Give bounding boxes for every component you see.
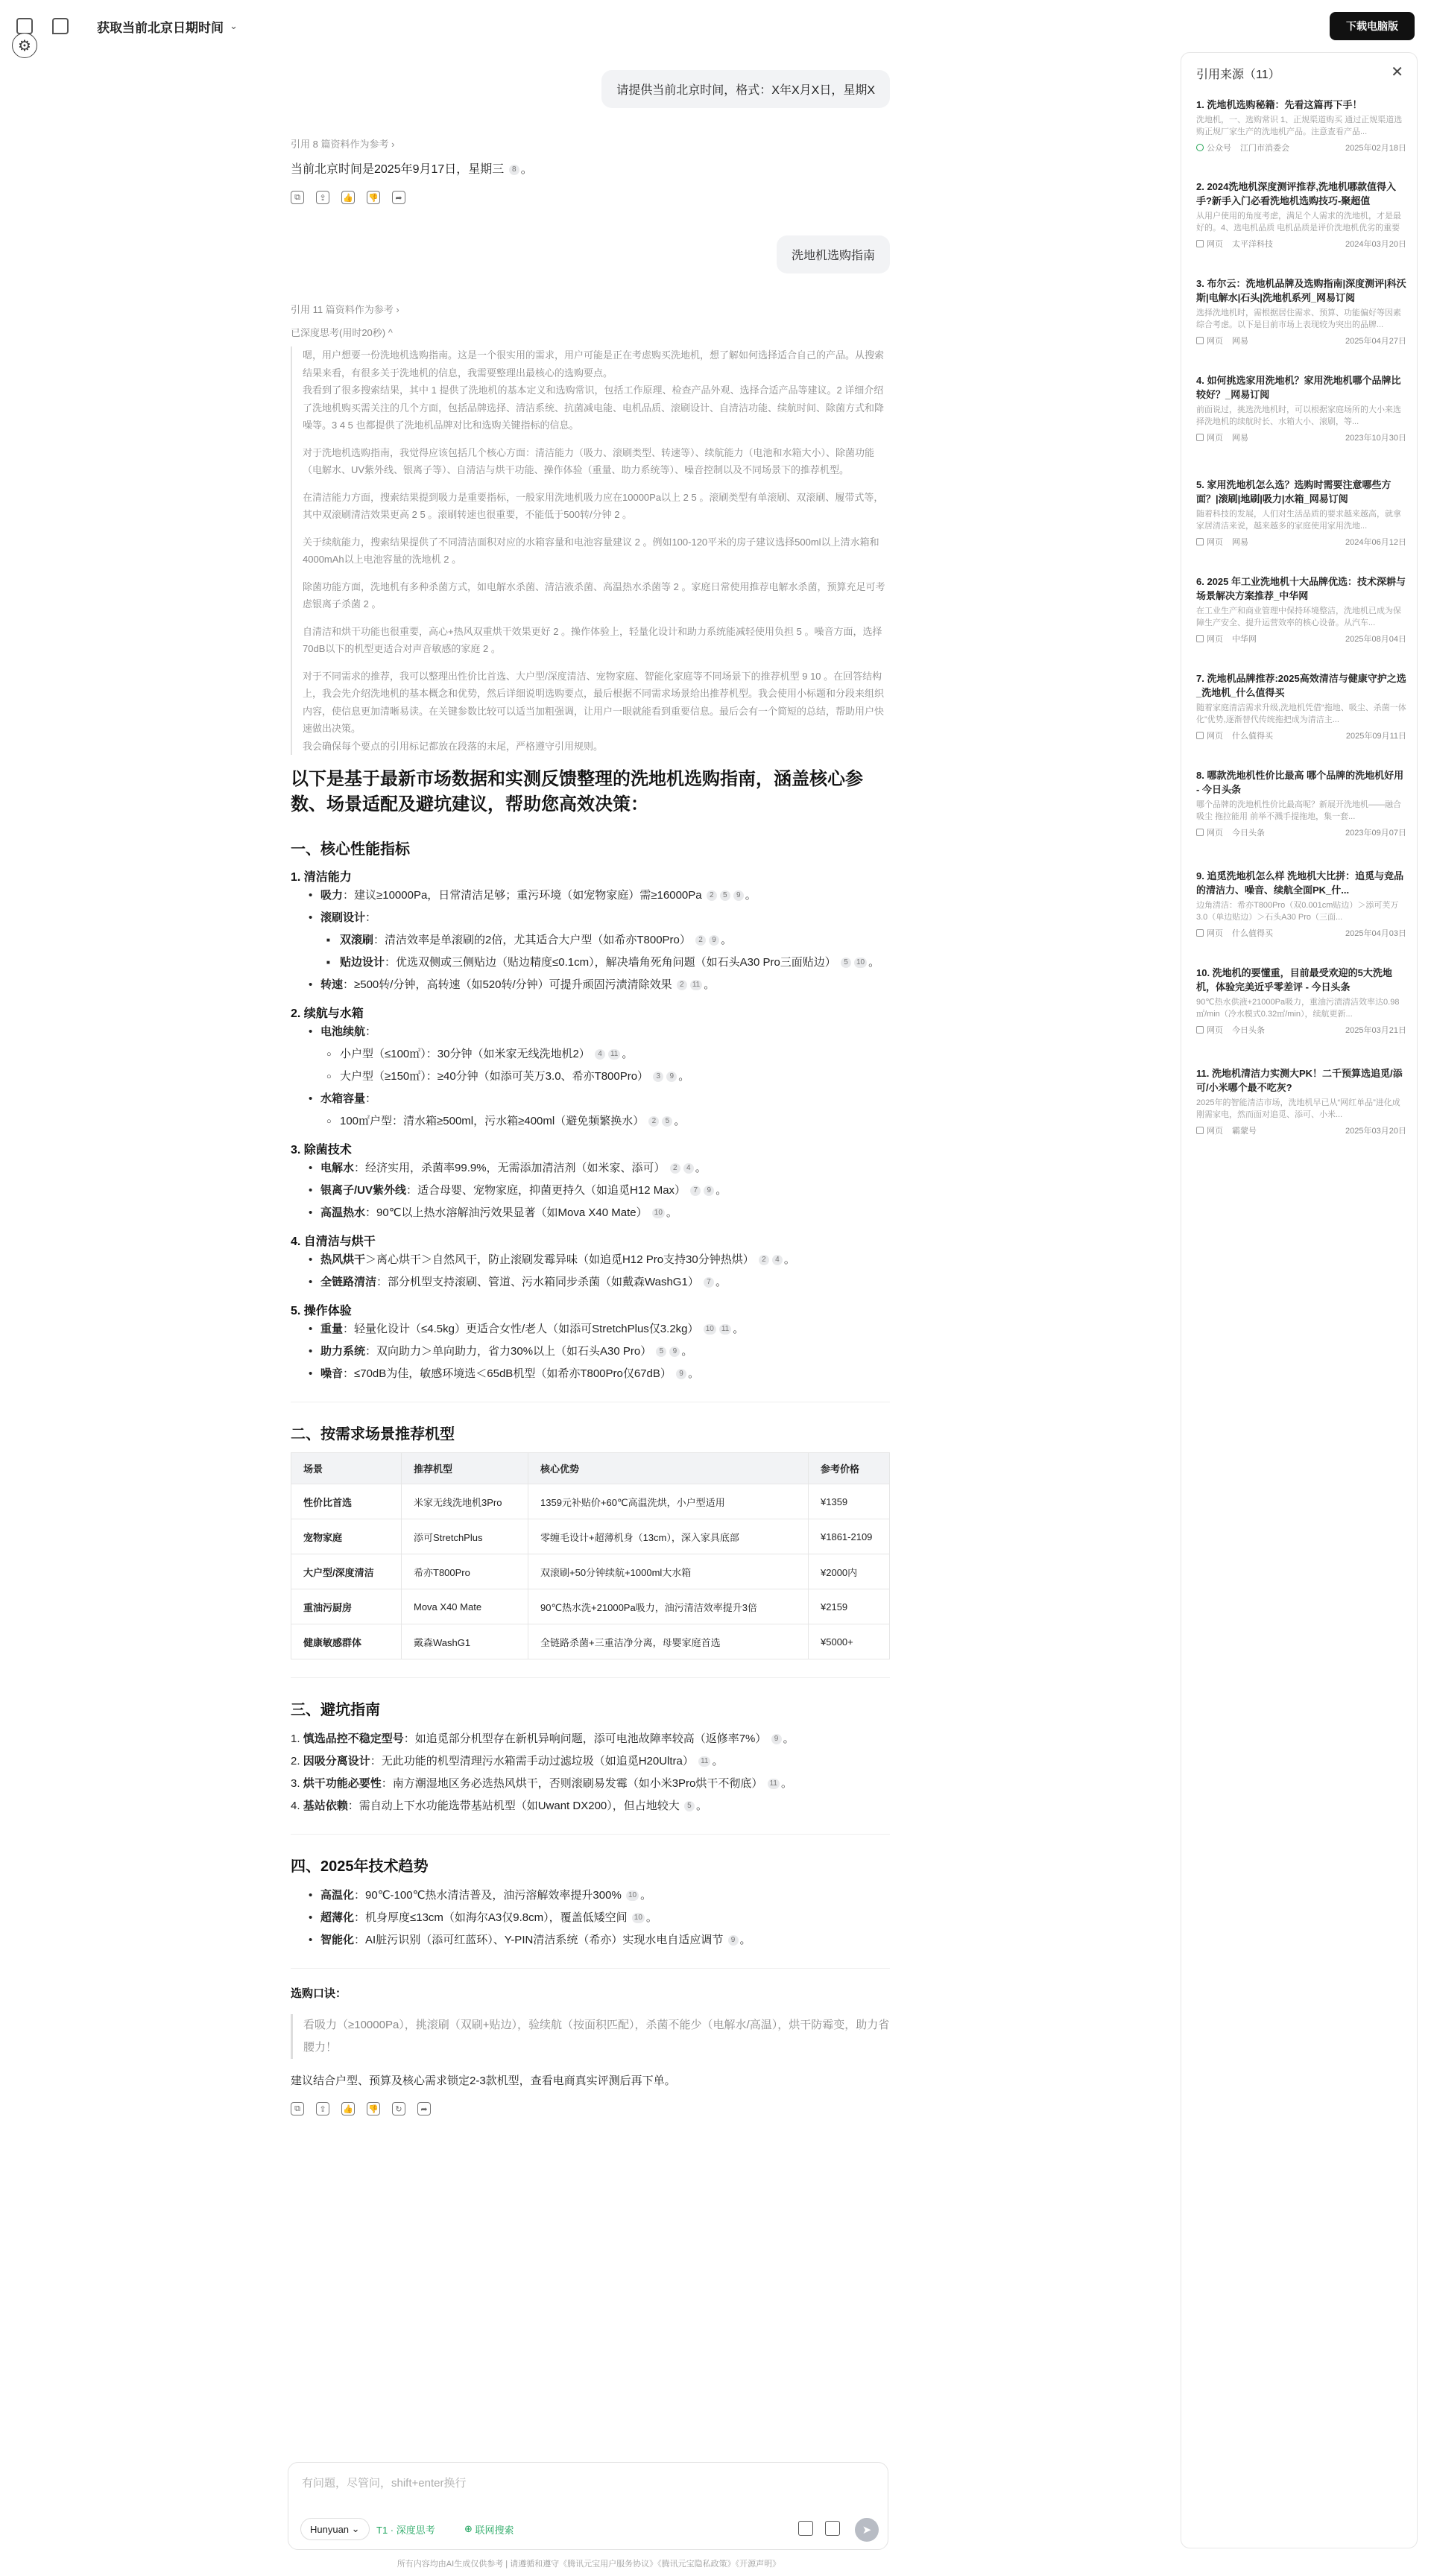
source-type: 公众号 <box>1207 144 1231 153</box>
assistant-answer: 当前北京时间是2025年9月17日，星期三 8 。 <box>291 163 533 176</box>
thinking-paragraph: 对于不同需求的推荐，我可以整理出性价比首选、大户型/深度清洁、宠物家庭、智能化家庭等不同场景下的推荐机型 9 10 。在回答结构上，我会先介绍洗地机的基本概念和优势，然后详细说明选购要点，最后根据不同需求场景给出推荐机型。我会使用小标题和分段来组织内容，使信息更加清晰易读。在关键参数比较可以适当加粗强调，让用户一眼就能看到重要信息。最后会有一个简短的总结，帮助用户快速做出决策。 <box>303 670 885 734</box>
list-item: • 高温热水：90℃以上热水溶解油污效果显著（如Mova X40 Mate） 10 。 <box>291 1202 890 1224</box>
source-type-icon <box>1196 929 1204 937</box>
source-site: 网易 <box>1232 434 1248 443</box>
source-summary: 随着家庭清洁需求升级,洗地机凭借“拖地、吸尘、杀菌一体化”优势,逐渐替代传统拖把成为清洁主... <box>1196 703 1406 724</box>
tip-title: 选购口诀： <box>291 1987 347 2000</box>
list-item: • 电池续航： <box>291 1021 890 1043</box>
source-type-icon <box>1196 635 1204 642</box>
copy-icon[interactable]: ⧉ <box>291 191 304 204</box>
source-type-icon <box>1196 1026 1204 1034</box>
thumbs-down-icon[interactable]: 👎 <box>367 191 380 204</box>
list-item: • 全链路清洁：部分机型支持滚刷、管道、污水箱同步杀菌（如戴森WashG1） 7 。 <box>291 1271 890 1294</box>
send-button[interactable]: ➤ <box>855 2518 879 2542</box>
table-row: 性价比首选 米家无线洗地机3Pro 1359元补贴价+60℃高温洗烘，小户型适用 ¥1359 <box>291 1484 890 1519</box>
download-label: 下载电脑版 <box>1346 20 1398 32</box>
source-summary: 从用户使用的角度考虑，满足个人需求的洗地机，才是最好的。4、选电机品质 电机品质是评价洗地机优劣的重要 <box>1196 212 1401 232</box>
source-meta <box>1196 335 1406 346</box>
source-summary: 90℃热水供液+21000Pa吸力，重油污渍清洁效率达0.98㎡/min（冷水模式0.32㎡/min），续航更新... <box>1196 998 1400 1019</box>
source-site: 网易 <box>1232 538 1248 547</box>
list-item: • 噪音：≤70dB为佳，敏感环境选＜65dB机型（如希亦T800Pro仅67dB） 9 。 <box>291 1363 890 1385</box>
sidebar-toggle-icon[interactable] <box>16 18 33 34</box>
table-header: 场景 <box>291 1453 402 1484</box>
source-card[interactable] <box>1196 373 1406 443</box>
source-title[interactable]: 7. 洗地机品牌推荐:2025高效清洁与健康守护之选_洗地机_什么值得买 <box>1196 673 1406 698</box>
closing-text: 建议结合户型、预算及核心需求锁定2-3款机型，查看电商真实评测后再下单。 <box>291 2075 676 2087</box>
disclaimer-footer: 所有内容均由AI生成仅供参考 | 请遵循和遵守《腾讯元宝用户服务协议》《腾讯元宝隐私政策》《开源声明》 <box>397 2560 781 2569</box>
subsection-heading: 4. 自清洁与烘干 <box>291 1235 376 1248</box>
composer-input[interactable]: 有问题，尽管问，shift+enter换行 <box>302 2477 467 2490</box>
source-type-icon <box>1196 538 1204 545</box>
list-item: • 智能化：AI脏污识别（添可红蓝环）、Y-PIN清洁系统（希亦）实现水电自适应调节 9 。 <box>291 1929 890 1952</box>
tip-quote: 看吸力（≥10000Pa），挑滚刷（双刷+贴边），验续航（按面积匹配），杀菌不能少（电解水/高温），烘干防霉变，助力省腰力！ <box>291 2014 890 2059</box>
table-row: 宠物家庭 添可StretchPlus 零缠毛设计+超薄机身（13cm），深入家具底部 ¥1861-2109 <box>291 1519 890 1554</box>
table-row: 健康敏感群体 戴森WashG1 全链路杀菌+三重洁净分离，母婴家庭首选 ¥5000+ <box>291 1624 890 1659</box>
list-item: • 转速：≥500转/分钟，高转速（如520转/分钟）可提升顽固污渍清除效果 2 11 。 <box>291 974 890 996</box>
source-site: 太平洋科技 <box>1232 240 1273 249</box>
recommendation-table <box>291 1452 890 1659</box>
table-row: 大户型/深度清洁 希亦T800Pro 双滚刷+50分钟续航+1000ml大水箱 ¥2000内 <box>291 1554 890 1589</box>
list-item: 3. 烘干功能必要性：南方潮湿地区务必选热风烘干，否则滚刷易发霉（如小米3Pro烘干不彻底） 11 。 <box>291 1777 792 1790</box>
source-title[interactable]: 6. 2025 年工业洗地机十大品牌优选：技术深耕与场景解决方案推荐_中华网 <box>1196 576 1406 601</box>
web-search-toggle[interactable]: ⊕ 联网搜索 <box>464 2523 514 2536</box>
source-type-icon <box>1196 1127 1204 1134</box>
source-summary: 2025年的智能清洁市场，洗地机早已从“网红单品”进化成刚需家电，然而面对追觅、添可、小米... <box>1196 1098 1400 1119</box>
source-date: 2025年03月20日 <box>1345 1127 1406 1136</box>
table-header: 推荐机型 <box>402 1453 528 1484</box>
thinking-paragraph: 我看到了很多搜索结果，其中 1 提供了洗地机的基本定义和选购常识，包括工作原理、检查产品外观、选择合适产品等建议。2 详细介绍了洗地机购买需关注的几个方面，包括品牌选择、清洁系统、抗菌减电能、电机品质、滚刷设计、自清洁功能、续航时间、除菌方式和降噪等。3 4 5 也都提供了洗地机品牌对比和选购关键指标的信息。 <box>303 384 885 431</box>
source-title[interactable]: 2. 2024洗地机深度测评推荐,洗地机哪款值得入手?新手入门必看洗地机选购技巧-聚超值 <box>1196 181 1396 206</box>
source-site: 今日头条 <box>1232 829 1265 838</box>
list-item: 2. 因吸分离设计：无此功能的机型清理污水箱需手动过滤垃圾（如追觅H20Ultra） 11 。 <box>291 1755 724 1768</box>
source-date: 2025年04月27日 <box>1345 337 1406 346</box>
source-type: 网页 <box>1207 1127 1223 1136</box>
source-date: 2024年06月12日 <box>1345 538 1406 547</box>
table-header: 核心优势 <box>528 1453 809 1484</box>
new-chat-icon[interactable] <box>52 18 69 34</box>
forward-icon[interactable]: ➦ <box>392 191 405 204</box>
list-item: 1. 慎选品控不稳定型号：如追觅部分机型存在新机异响问题，添可电池故障率较高（返修率7%） 9 。 <box>291 1732 795 1745</box>
source-card[interactable] <box>1196 180 1406 250</box>
thinking-paragraph: 对于洗地机选购指南，我觉得应该包括几个核心方面：清洁能力（吸力、滚刷类型、转速等）、续航能力（电池和水箱大小）、除菌功能（电解水、UV紫外线、银离子等）、自清洁与烘干功能、操作体验（重量、助力系统等）、噪音控制以及不同场景下的推荐机型。 <box>303 446 875 475</box>
list-item: ○ 小户型（≤100㎡）：30分钟（如米家无线洗地机2） 4 11 。 <box>291 1043 890 1066</box>
references-toggle[interactable]: 引用 8 篇资料作为参考 › <box>291 139 395 150</box>
thinking-paragraph: 嗯，用户想要一份洗地机选购指南。这是一个很实用的需求，用户可能是正在考虑购买洗地机，想了解如何选择适合自己的产品。从搜索结果来看，有很多关于洗地机的信息，我需要整理出最核心的选购要点。 <box>303 349 885 379</box>
user-message: 洗地机选购指南 <box>777 235 890 273</box>
thinking-paragraph: 在清洁能力方面，搜索结果提到吸力是重要指标，一般家用洗地机吸力应在10000Pa以上 2 5 。滚刷类型有单滚刷、双滚刷、履带式等，其中双滚刷清洁效果更高 2 5 。滚刷转速也很重要，不能低于500转/分钟 2 。 <box>303 491 884 520</box>
list-item: ■ 双滚刷：清洁效率是单滚刷的2倍，尤其适合大户型（如希亦T800Pro） 2 9 。 <box>291 929 890 952</box>
source-type: 网页 <box>1207 929 1223 938</box>
list-item: • 重量：轻量化设计（≤4.5kg）更适合女性/老人（如添可StretchPlus仅3.2kg） 10 11 。 <box>291 1318 890 1341</box>
source-site: 什么值得买 <box>1232 929 1273 938</box>
table-header-row <box>291 1453 890 1484</box>
source-meta <box>1196 730 1406 741</box>
source-type-icon <box>1196 240 1204 247</box>
source-title[interactable]: 4. 如何挑选家用洗地机？家用洗地机哪个品牌比较好？_网易订阅 <box>1196 375 1401 400</box>
source-title[interactable]: 11. 洗地机清洁力实测大PK！二千预算选追觅/添可/小米哪个最不吃灰? <box>1196 1068 1403 1093</box>
thumbs-down-icon[interactable]: 👎 <box>367 2102 380 2115</box>
source-summary: 在工业生产和商业管理中保持环境整洁，洗地机已成为保障生产安全、提升运营效率的核心设备。从汽车... <box>1196 607 1401 627</box>
sources-title: 引用来源（11） <box>1196 69 1280 81</box>
list-item: • 吸力：建议≥10000Pa，日常清洁足够；重污环境（如宠物家庭）需≥16000Pa 2 5 9 。 <box>291 884 890 907</box>
source-card[interactable] <box>1196 575 1406 645</box>
table-header: 参考价格 <box>809 1453 890 1484</box>
file-upload-icon[interactable] <box>825 2521 840 2536</box>
source-date: 2023年09月07日 <box>1345 829 1406 838</box>
source-card[interactable] <box>1196 671 1406 741</box>
references-toggle[interactable]: 引用 11 篇资料作为参考 › <box>291 304 399 315</box>
globe-icon: ⊕ <box>464 2523 476 2534</box>
source-date: 2025年09月11日 <box>1345 732 1406 741</box>
top-bar <box>0 0 1163 52</box>
source-title[interactable]: 5. 家用洗地机怎么选？选购时需要注意哪些方面？|滚刷|地刷|吸力|水箱_网易订阅 <box>1196 479 1391 504</box>
source-meta <box>1196 633 1406 645</box>
regenerate-icon[interactable]: ↻ <box>392 2102 405 2115</box>
source-site: 中华网 <box>1232 635 1257 644</box>
source-type: 网页 <box>1207 732 1223 741</box>
share-icon[interactable]: ⇪ <box>316 2102 329 2115</box>
list-item: 4. 基站依赖：需自动上下水功能选带基站机型（如Uwant DX200），但占地较大 5 。 <box>291 1800 707 1812</box>
close-icon[interactable]: ✕ <box>1391 64 1403 80</box>
source-meta <box>1196 1024 1406 1036</box>
source-meta <box>1196 927 1406 939</box>
list-item: ■ 贴边设计：优选双侧或三侧贴边（贴边精度≤0.1cm），解决墙角死角问题（如石头A30 Pro三面贴边） 5 10 。 <box>291 952 890 974</box>
source-type-icon <box>1196 732 1204 739</box>
source-card[interactable] <box>1196 768 1406 838</box>
source-card[interactable] <box>1196 276 1406 346</box>
chevron-down-icon[interactable]: ⌄ <box>230 20 238 31</box>
download-desktop-button[interactable] <box>1330 12 1415 40</box>
source-type-icon <box>1196 434 1204 441</box>
source-summary: 选择洗地机时，需根据居住需求、预算、功能偏好等因素综合考虑。以下是目前市场上表现较为突出的品牌... <box>1196 308 1401 329</box>
source-meta <box>1196 826 1406 838</box>
thumbs-up-icon[interactable]: 👍 <box>341 2102 355 2115</box>
subsection-heading: 1. 清洁能力 <box>291 871 352 884</box>
source-meta <box>1196 238 1406 250</box>
sources-panel <box>1181 52 1418 2548</box>
share-icon[interactable]: ⇪ <box>316 191 329 204</box>
section-heading: 二、按需求场景推荐机型 <box>291 1426 455 1443</box>
thinking-paragraph: 自清洁和烘干功能也很重要，高心+热风双重烘干效果更好 2 。操作体验上，轻量化设计和助力系统能减轻使用负担 5 。噪音方面，选择70dB以下的机型更适合对声音敏感的家庭 2 。 <box>303 625 882 654</box>
model-selector[interactable]: Hunyuan ⌄ <box>300 2518 370 2540</box>
citation-badge[interactable]: 8 <box>509 165 519 175</box>
source-summary: 洗地机，一、选购常识 1、正规渠道购买 通过正规渠道选购正规厂家生产的洗地机产品。注意查看产品... <box>1196 115 1403 136</box>
source-site: 什么值得买 <box>1232 732 1273 741</box>
source-title[interactable]: 3. 布尔云：洗地机品牌及选购指南|深度测评|科沃斯|电解水|石头|洗地机系列_网易订阅 <box>1196 278 1406 303</box>
chat-thread <box>291 52 890 2115</box>
source-date: 2025年08月04日 <box>1345 635 1406 644</box>
table-row: 重油污厨房 Mova X40 Mate 90℃热水洗+21000Pa吸力，油污清洁效率提升3倍 ¥2159 <box>291 1589 890 1624</box>
source-card[interactable] <box>1196 98 1406 154</box>
section-heading: 一、核心性能指标 <box>291 841 410 858</box>
source-summary: 随着科技的发展，人们对生活品质的要求越来越高，就拿家居清洁来说，越来越多的家庭使用家用洗地... <box>1196 510 1401 531</box>
thinking-paragraph: 我会确保每个要点的引用标记都放在段落的末尾，严格遵守引用规则。 <box>303 740 604 752</box>
source-site: 霸蒙号 <box>1232 1127 1257 1136</box>
user-message: 请提供当前北京时间，格式：X年X月X日，星期X <box>601 70 890 108</box>
source-title[interactable]: 10. 洗地机的要懂重，目前最受欢迎的5大洗地机，体验完美近乎零差评 - 今日头条 <box>1196 967 1392 993</box>
image-upload-icon[interactable] <box>798 2521 813 2536</box>
source-site: 今日头条 <box>1232 1026 1265 1035</box>
source-date: 2025年03月21日 <box>1345 1026 1406 1035</box>
subsection-heading: 5. 操作体验 <box>291 1305 352 1317</box>
source-meta <box>1196 536 1406 548</box>
subsection-heading: 2. 续航与水箱 <box>291 1007 364 1020</box>
source-type: 网页 <box>1207 635 1223 644</box>
thinking-paragraph: 除菌功能方面，洗地机有多种杀菌方式，如电解水杀菌、清洁液杀菌、高温热水杀菌等 2 。家庭日常使用推荐电解水杀菌，预算充足可考虑银离子杀菌 2 。 <box>303 580 885 610</box>
copy-icon[interactable]: ⧉ <box>291 2102 304 2115</box>
source-summary: 哪个品牌的洗地机性价比最高呢？新展开洗地机——融合吸尘 拖拉能用 前举不溅手提拖地，集一套... <box>1196 800 1401 821</box>
source-site: 江门市消委会 <box>1240 144 1289 153</box>
message-actions <box>291 2102 890 2115</box>
subsection-heading: 3. 除菌技术 <box>291 1144 352 1156</box>
source-summary: 前面说过，挑选洗地机时，可以根据家庭场所的大小来选择洗地机的续航时长、水箱大小、滚刷，等... <box>1196 405 1401 426</box>
list-item: • 助力系统：双向助力＞单向助力，省力30%以上（如石头A30 Pro） 5 9 。 <box>291 1341 890 1363</box>
list-item: • 超薄化：机身厚度≤13cm（如海尔A3仅9.8cm），覆盖低矮空间 10 。 <box>291 1907 890 1929</box>
list-item: • 高温化：90℃-100℃热水清洁普及，油污溶解效率提升300% 10 。 <box>291 1884 890 1907</box>
source-summary: 边角清洁：希亦T800Pro（双0.001cm贴边）＞添可芙万3.0（单边贴边）＞石头A30 Pro（三面... <box>1196 901 1399 922</box>
source-date: 2025年04月03日 <box>1345 929 1406 938</box>
source-type: 网页 <box>1207 337 1223 346</box>
answer-heading: 以下是基于最新市场数据和实测反馈整理的洗地机选购指南，涵盖核心参数、场景适配及避坑建议，帮助您高效决策： <box>291 769 863 814</box>
source-meta <box>1196 142 1406 154</box>
list-item: • 电解水：经济实用，杀菌率99.9%，无需添加清洁剂（如米家、添可） 2 4 。 <box>291 1157 890 1180</box>
source-card[interactable] <box>1196 966 1406 1036</box>
list-item: • 热风烘干＞离心烘干＞自然风干，防止滚刷发霉异味（如追觅H12 Pro支持30分钟热烘） 2 4 。 <box>291 1249 890 1271</box>
source-type: 网页 <box>1207 538 1223 547</box>
source-title[interactable]: 9. 追觅洗地机怎么样 洗地机大比拼：追觅与竞品的清洁力、噪音、续航全面PK_什... <box>1196 870 1404 896</box>
source-type: 网页 <box>1207 434 1223 443</box>
list-item: • 滚刷设计： <box>291 907 890 929</box>
deep-think-toggle[interactable]: 已深度思考(用时20秒) ^ <box>291 327 393 338</box>
thinking-process <box>291 346 890 755</box>
source-site: 网易 <box>1232 337 1248 346</box>
list-item: ○ 大户型（≥150㎡）：≥40分钟（如添可芙万3.0、希亦T800Pro） 3 9 。 <box>291 1066 890 1088</box>
gear-icon[interactable]: ⚙ <box>12 33 37 58</box>
source-card[interactable] <box>1196 869 1406 939</box>
message-actions <box>291 191 890 204</box>
forward-icon[interactable]: ➦ <box>417 2102 431 2115</box>
source-title[interactable]: 8. 哪款洗地机性价比最高 哪个品牌的洗地机好用 - 今日头条 <box>1196 770 1404 795</box>
source-meta <box>1196 1124 1406 1136</box>
section-heading: 四、2025年技术趋势 <box>291 1858 429 1875</box>
source-card[interactable] <box>1196 1066 1406 1136</box>
source-type: 网页 <box>1207 240 1223 249</box>
deep-think-toggle[interactable]: T1 · 深度思考 <box>376 2524 435 2536</box>
thumbs-up-icon[interactable]: 👍 <box>341 191 355 204</box>
section-heading: 三、避坑指南 <box>291 1702 380 1718</box>
source-date: 2025年02月18日 <box>1345 144 1406 153</box>
source-date: 2024年03月20日 <box>1345 240 1406 249</box>
list-item: • 水箱容量： <box>291 1088 890 1110</box>
conversation-title[interactable]: 获取当前北京日期时间 <box>97 20 224 35</box>
source-type-icon <box>1196 337 1204 344</box>
list-item: ○ 100㎡户型：清水箱≥500ml，污水箱≥400ml（避免频繁换水） 2 5 。 <box>291 1110 890 1133</box>
source-card[interactable] <box>1196 478 1406 548</box>
message-composer[interactable] <box>288 2462 888 2550</box>
source-type: 网页 <box>1207 1026 1223 1035</box>
source-title[interactable]: 1. 洗地机选购秘籍：先看这篇再下手！ <box>1196 99 1362 110</box>
thinking-paragraph: 关于续航能力，搜索结果提供了不同清洁面积对应的水箱容量和电池容量建议 2 。例如100-120平米的房子建议选择500ml以上清水箱和4000mAh以上电池容量的洗地机 2 。 <box>303 536 879 565</box>
list-item: • 银离子/UV紫外线：适合母婴、宠物家庭，抑菌更持久（如追觅H12 Max） 7 9 。 <box>291 1180 890 1202</box>
source-date: 2023年10月30日 <box>1345 434 1406 443</box>
source-meta <box>1196 431 1406 443</box>
source-type-icon <box>1196 144 1204 151</box>
source-type: 网页 <box>1207 829 1223 838</box>
source-type-icon <box>1196 829 1204 836</box>
